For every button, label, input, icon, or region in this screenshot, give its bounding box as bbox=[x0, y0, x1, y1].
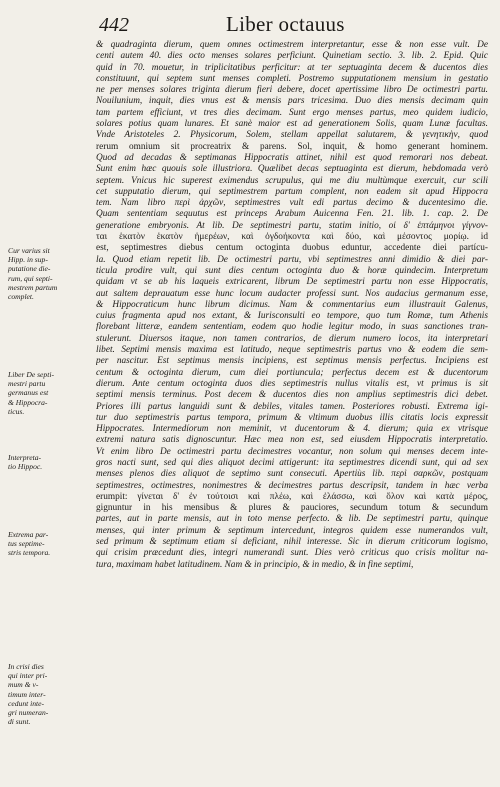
page-header bbox=[0, 14, 500, 38]
margin-note bbox=[8, 370, 94, 416]
text-line: solares potius quam lunares. Et sanè maior est ad generationem Solis, quam Lunæ facultas. bbox=[96, 119, 488, 130]
text-line: & quadraginta dierum, quem omnes octimestrem interpretantur, esse & non esse vult. De bbox=[96, 40, 488, 50]
text-line: centi autem 40. dies octo menses solares perficiunt. Quinetiam sectio. 3. lib. 2. Epid. Quic bbox=[96, 51, 488, 62]
text-line: menses, qui inter primum & septimum intercedunt, integros quidem esse numerandos vult, bbox=[96, 525, 488, 536]
margin-note-line: Cur varius sit bbox=[8, 246, 50, 255]
text-line: septimestres, octimestres, nonimestres & decimestres partus descripsit, tandem in hæc verba bbox=[96, 480, 488, 491]
text-line: rerum omnium sit procreatrix & parens. Sol, inquit, & homo generant hominem. bbox=[96, 141, 488, 152]
text-line: cet supputatio dierum, qui septimestrem partum complent, non eadem sit apud Hippocra bbox=[96, 186, 488, 197]
text-line: tura, maximam habet latitudinem. Nam & in principio, & in medio, & in fine septimi, bbox=[96, 559, 414, 570]
text-line: aut saltem deprauatum esse hunc locum audacter professi sunt. Nos audacius germanum esse, bbox=[96, 288, 488, 299]
margin-note-line: Hipp. in sup- bbox=[8, 255, 48, 265]
margin-note bbox=[8, 662, 94, 726]
text-line: ticula prodire vult, qui sunt dies centum octoginta duo & horæ quindecim. Interpretum bbox=[96, 265, 488, 276]
text-line: dierum. Ante centum octoginta duos dies septimestris nullus vitalis est, vt primus is sit bbox=[96, 378, 488, 389]
margin-note bbox=[8, 246, 94, 301]
text-line: gros nacti sunt, sed qui dies aliquot decimi attigerunt: ita septimestres dicendi sunt, qui ad sex bbox=[96, 457, 488, 468]
text-line: florebant litteræ, eandem sententiam, eodem quo hodie legitur modo, in suas sanctiones tran- bbox=[96, 322, 488, 333]
margin-note-line: ticus. bbox=[8, 406, 25, 416]
text-line: tur duo septimestris partus tempora, primum & vltimum duobus illis citatis locis expressit bbox=[96, 412, 488, 423]
page-number: 442 bbox=[99, 14, 129, 36]
text-line: Hippocrates. Intermedíorum non meminit, vt ducentorum & 4. dierum; quia ex vtrisque bbox=[96, 424, 488, 435]
text-line: Nouilunium, inquit, dies vnus est & mensis pars tricesima. Duo dies mensis decimam quin bbox=[96, 96, 488, 107]
margin-note bbox=[8, 453, 94, 471]
margin-note-line: rum, qui septi- bbox=[8, 273, 53, 283]
text-line: est, septimestres diebus centum octoginta duobus eduntur, accedente diei partícu- bbox=[96, 243, 488, 254]
text-line: ται ἑκατὸν ἑκατὸν ἡμερέων, καὶ ὀγδοήκοντα καὶ δύο, καὶ μέσοντος μορίῳ. id bbox=[96, 232, 488, 243]
text-line: Vnde Aristoteles 2. Physicorum, Solem, stellam appellat salutarem, & γενητικὴν, quod bbox=[96, 130, 488, 141]
text-line: centum & octoginta dierum, cum diei portiuncula; perfectus decem est & ducentorum bbox=[96, 367, 488, 378]
margin-note-line: qui inter pri- bbox=[8, 671, 48, 681]
text-line: cuius fragmenta apud nos extant, & Iurisconsulti eo tempore, quo tum Romæ, tum Athenis bbox=[96, 311, 488, 322]
margin-note bbox=[8, 530, 94, 558]
text-line: Vt enim libro De octimestri partu decimestres vocantur, non solum qui menses decem inte- bbox=[96, 446, 488, 457]
text-line: Sunt enim hæc quouis sole illustriora. Quælibet decas septuaginta est dierum, hebdomada verò bbox=[96, 164, 488, 175]
margin-note-line: Interpreta- bbox=[8, 453, 42, 462]
text-line: tam partem efficiunt, vt tres dies decimam. Sunt ergo menses partus, meo quidem iudicio, bbox=[96, 107, 488, 118]
text-line: per nascitur. Est septimus mensis incipiens, est septimus mensis perfectus. Incipiens est bbox=[96, 356, 488, 367]
text-line: Quam sententiam sequutus est princeps Arabum Auicenna Fen. 21. lib. 1. cap. 2. De bbox=[96, 209, 488, 220]
margin-note-line: Liber De septi- bbox=[8, 370, 54, 379]
running-head: Liber octauus bbox=[226, 12, 345, 36]
text-line: extremi natura satis dignoscuntur. Hæc mea non est, sed eiusdem Hippocratis interpretatio. bbox=[96, 435, 488, 446]
margin-note-line: & Hippocra- bbox=[8, 397, 48, 407]
text-line: stulerunt. Diuersos itaque, non tamen contrarios, de dierum numero locos, ita interpretari bbox=[96, 333, 488, 344]
main-text-block bbox=[96, 40, 488, 571]
text-line: menses plenos dies aliquot de septimo sunt consecuti. Apertiùs lib. περὶ σαρκῶν, postquam bbox=[96, 469, 488, 480]
text-line: sed primum & septimum etiam si deficiant, nihil interesse. Sic in dierum criticorum logismo, bbox=[96, 537, 488, 548]
text-line: septimi mensis terminus. Post decem & ducentos dies non amplius septimestris dici debet. bbox=[96, 390, 488, 401]
text-line: tem. Nam libro περὶ ἀρχῶν, septimestres vult edi partus decimo & ducentesimo die. bbox=[96, 198, 488, 209]
margin-note-line: mum & v- bbox=[8, 680, 39, 690]
text-line: qui crisim præcedunt dies, integri numerandi sunt. Dies verò criticus quo crisis molitur na- bbox=[96, 548, 488, 559]
text-line: quid in 70. mouetur, in triplicitatibus perficitur: at ter septuaginta decem & ducentos dies bbox=[96, 62, 488, 73]
text-line: Priores illi partus languidi sunt & debiles, vitales tamen. Posteriores robusti. Extrema igi- bbox=[96, 401, 488, 412]
text-line: gignuntur in his mensibus & plures & pauciores, secundum totum & secundum bbox=[96, 503, 488, 514]
margin-note-line: gri numeran- bbox=[8, 708, 49, 718]
text-line: la. Quod etiam repetit lib. De octimestri partu, vbi septimestres anni dimidio & diei par- bbox=[96, 254, 488, 265]
margin-note-line: cedunt inte- bbox=[8, 698, 45, 708]
margin-note-line: stris tempora. bbox=[8, 548, 51, 558]
text-line: generatione embryonis. At lib. De septimestri partu, statim initio, οἱ δ' ἑπτάμηνοι γίγνον- bbox=[96, 220, 488, 231]
text-line: erumpit: γίνεται δ' ἐν τούτοισι καὶ πλέω, καὶ ἐλάσσω, καὶ ὅλον καὶ κατὰ μέρος, bbox=[96, 491, 488, 502]
margin-note-line: timum inter- bbox=[8, 689, 46, 699]
margin-note-line: germanus est bbox=[8, 388, 49, 398]
text-line: quidam vt se ab his laqueis extricarent, librum De septimestri partu non esse Hippocratis, bbox=[96, 277, 488, 288]
margin-note-line: tio Hippoc. bbox=[8, 462, 43, 472]
text-line: partes, aut in parte mensis, aut in toto mense perfecto. & lib. De septimestri partu, quinque bbox=[96, 514, 488, 525]
margin-note-line: Extrema par- bbox=[8, 530, 49, 539]
margin-note-line: tus septime- bbox=[8, 539, 45, 549]
margin-note-line: mestri partu bbox=[8, 379, 46, 389]
text-line: libet. Septimi mensis maxima est latitudo, neque septimestris partus vno & eodem die sem- bbox=[96, 345, 488, 356]
text-line: septem. Vnicus hic superest eximendus scrupulus, qui me diu multùmque exercuit, cur scili bbox=[96, 175, 488, 186]
margin-note-line: In crisi dies bbox=[8, 662, 44, 671]
text-line: Quod ad decadas & septimanas Hippocratis attinet, nihil est quod remorari nos debeat. bbox=[96, 152, 488, 163]
text-line: & Hippocraticum hunc librum dicimus. Nam & commentarius eum illustrauit Galenus, bbox=[96, 299, 488, 310]
text-line: ne per menses solares triginta dierum fieri debere, docet apertissime libro De octimestri partu. bbox=[96, 85, 488, 96]
text-line: constituunt, qui septem sunt menses completi. Postremo supputationem mensium in gestatio bbox=[96, 73, 488, 84]
margin-note-line: di sunt. bbox=[8, 717, 31, 727]
margin-note-line: mestrem partum bbox=[8, 282, 58, 292]
margin-note-line: complet. bbox=[8, 292, 34, 302]
margin-note-line: putatione die- bbox=[8, 264, 51, 274]
